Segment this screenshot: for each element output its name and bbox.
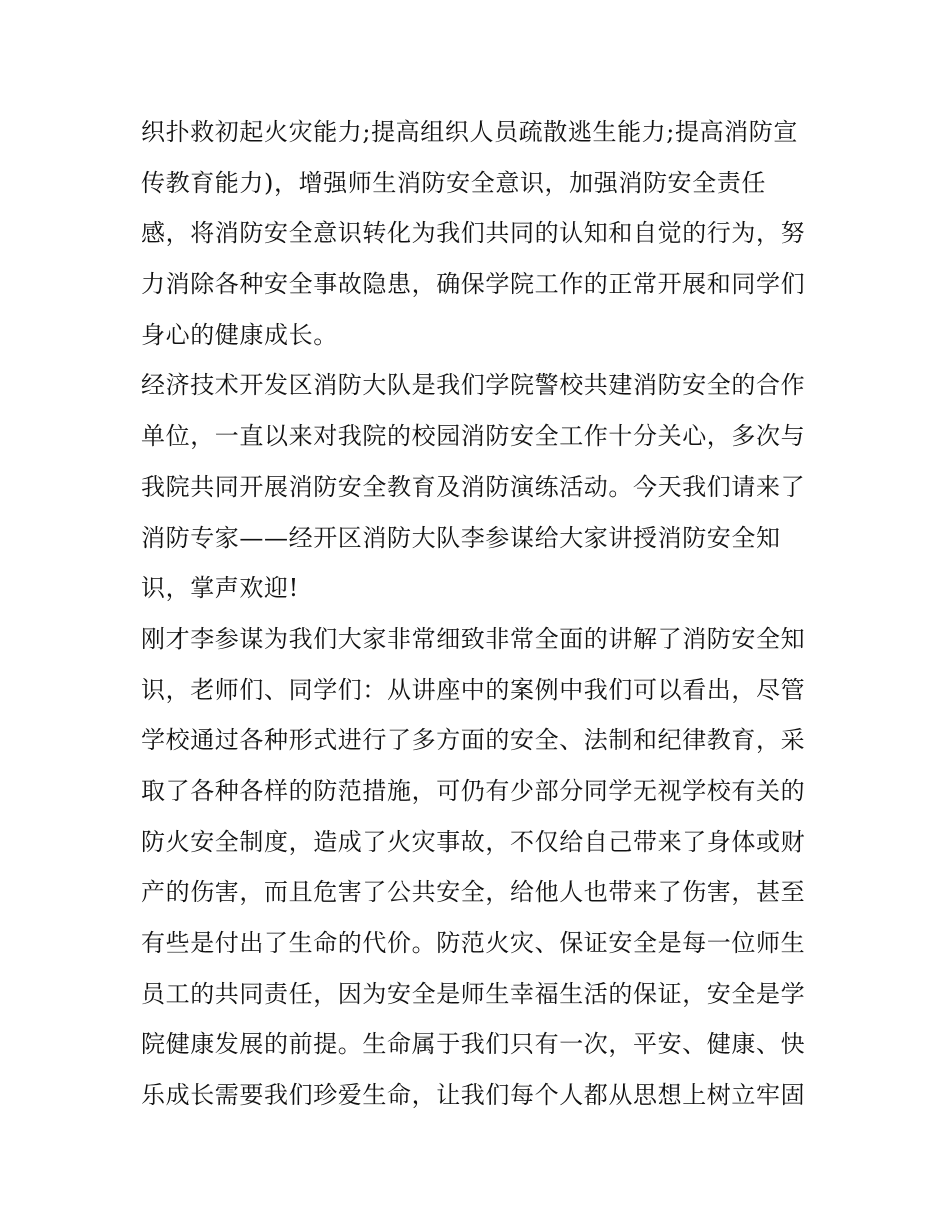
text-line-18: 员工的共同责任，因为安全是师生幸福生活的保证，安全是学 (141, 979, 806, 1008)
text-line-10: 识，掌声欢迎! (141, 574, 299, 603)
text-line-6: 经济技术开发区消防大队是我们学院警校共建消防安全的合作 (141, 371, 806, 400)
text-line-9: 消防专家——经开区消防大队李参谋给大家讲授消防安全知 (141, 523, 781, 552)
text-line-2: 传教育能力)，增强师生消防安全意识，加强消防安全责任 (141, 168, 766, 197)
text-line-20: 乐成长需要我们珍爱生命，让我们每个人都从思想上树立牢固 (141, 1081, 806, 1110)
text-line-15: 防火安全制度，造成了火灾事故，不仅给自己带来了身体或财 (141, 827, 806, 856)
text-line-4: 力消除各种安全事故隐患，确保学院工作的正常开展和同学们 (141, 270, 806, 299)
text-line-3: 感，将消防安全意识转化为我们共同的认知和自觉的行为，努 (141, 219, 806, 248)
text-line-7: 单位，一直以来对我院的校园消防安全工作十分关心，多次与 (141, 422, 806, 451)
text-line-13: 学校通过各种形式进行了多方面的安全、法制和纪律教育，采 (141, 726, 806, 755)
text-line-1: 织扑救初起火灾能力;提高组织人员疏散逃生能力;提高消防宣 (141, 118, 798, 146)
text-line-12: 识，老师们、同学们：从讲座中的案例中我们可以看出，尽管 (141, 675, 806, 704)
text-line-14: 取了各种各样的防范措施，可仍有少部分同学无视学校有关的 (141, 776, 806, 805)
document-body (141, 107, 821, 1121)
text-line-16: 产的伤害，而且危害了公共安全，给他人也带来了伤害，甚至 (141, 878, 806, 907)
text-line-19: 院健康发展的前提。生命属于我们只有一次，平安、健康、快 (141, 1030, 806, 1059)
text-line-11: 刚才李参谋为我们大家非常细致非常全面的讲解了消防安全知 (141, 624, 806, 653)
text-line-8: 我院共同开展消防安全教育及消防演练活动。今天我们请来了 (141, 472, 806, 501)
text-line-17: 有些是付出了生命的代价。防范火灾、保证安全是每一位师生 (141, 929, 806, 957)
text-line-5: 身心的健康成长。 (141, 320, 338, 349)
